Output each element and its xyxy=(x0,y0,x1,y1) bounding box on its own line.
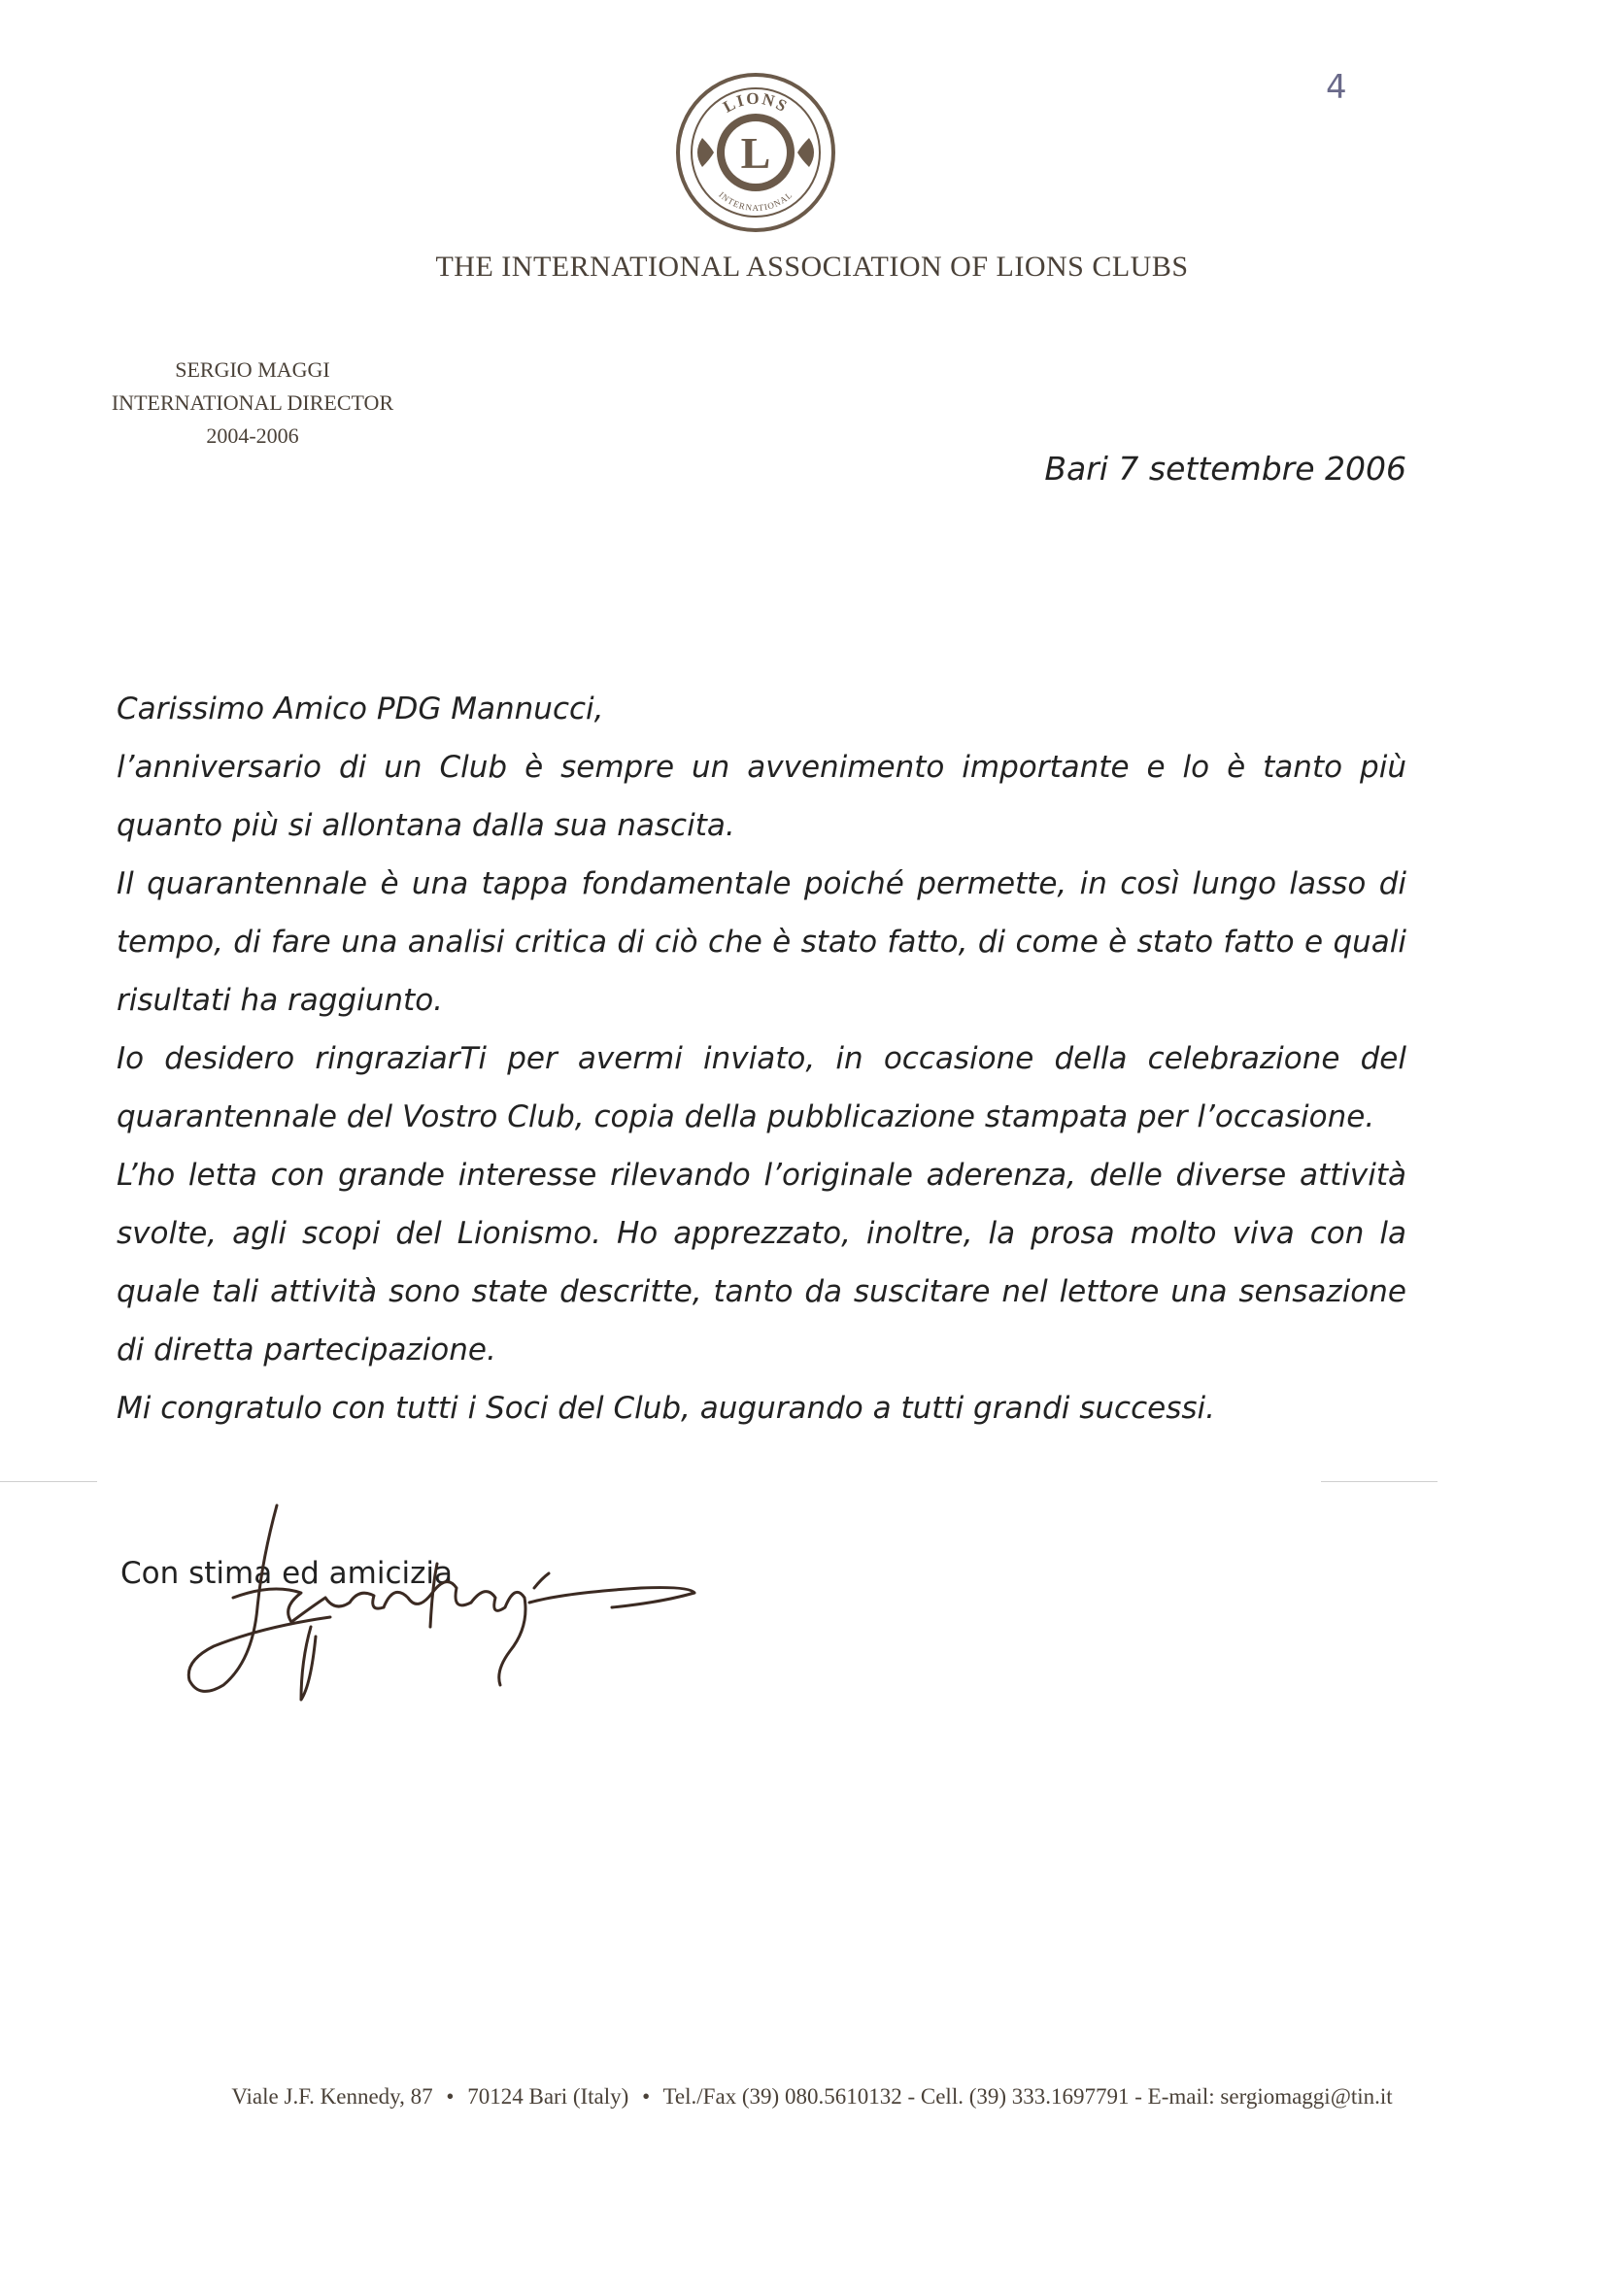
paragraph: L’ho letta con grande interesse rilevando l’originale aderenza, delle diverse attività svolte, agli scopi del Lionismo. Ho apprezzato, inoltre, la prosa molto viva con la quale tali attività sono state descritte, tanto da suscitare nel lettore una sensazione di diretta partecipazione. xyxy=(117,1158,1406,1367)
page-number: 4 xyxy=(1326,68,1347,107)
association-title: THE INTERNATIONAL ASSOCIATION OF LIONS CLUBS xyxy=(435,251,1189,283)
letter-date: Bari 7 settembre 2006 xyxy=(1044,450,1406,488)
scan-artifact-line xyxy=(0,1481,97,1482)
letter-body xyxy=(117,680,1406,1437)
handwritten-signature xyxy=(155,1491,709,1724)
lions-logo xyxy=(673,70,838,235)
paragraph: l’anniversario di un Club è sempre un avvenimento importante e lo è tanto più quanto più si allontana dalla sua nascita. xyxy=(117,750,1406,843)
footer xyxy=(0,2084,1624,2110)
footer-city: 70124 Bari (Italy) xyxy=(467,2084,629,2109)
director-title: INTERNATIONAL DIRECTOR xyxy=(111,390,394,415)
director-years: 2004-2006 xyxy=(206,423,299,448)
svg-text:INTERNATIONAL: INTERNATIONAL xyxy=(717,189,795,214)
footer-address: Viale J.F. Kennedy, 87 xyxy=(231,2084,433,2109)
paragraph: Io desidero ringraziarTi per avermi inviato, in occasione della celebrazione del quarantennale del Vostro Club, copia della pubblicazione stampata per l’occasione. xyxy=(117,1041,1406,1134)
director-name: SERGIO MAGGI xyxy=(175,357,330,382)
footer-separator: • xyxy=(446,2084,455,2109)
paragraph: Mi congratulo con tutti i Soci del Club, augurando a tutti grandi successi. xyxy=(117,1391,1215,1426)
footer-contacts: Tel./Fax (39) 080.5610132 - Cell. (39) 333.1697791 - E-mail: sergiomaggi@tin.it xyxy=(662,2084,1393,2109)
paragraph: Il quarantennale è una tappa fondamentale poiché permette, in così lungo lasso di tempo, di fare una analisi critica di ciò che è stato fatto, di come è stato fatto e quali risultati ha raggiunto. xyxy=(117,866,1406,1018)
closing: Con stima ed amicizia xyxy=(120,1556,454,1591)
svg-text:LIONS: LIONS xyxy=(720,88,793,117)
director-block xyxy=(58,354,447,453)
footer-separator: • xyxy=(642,2084,651,2109)
salutation: Carissimo Amico PDG Mannucci, xyxy=(117,692,604,726)
svg-text:L: L xyxy=(740,128,771,178)
scan-artifact-line xyxy=(1321,1481,1438,1482)
